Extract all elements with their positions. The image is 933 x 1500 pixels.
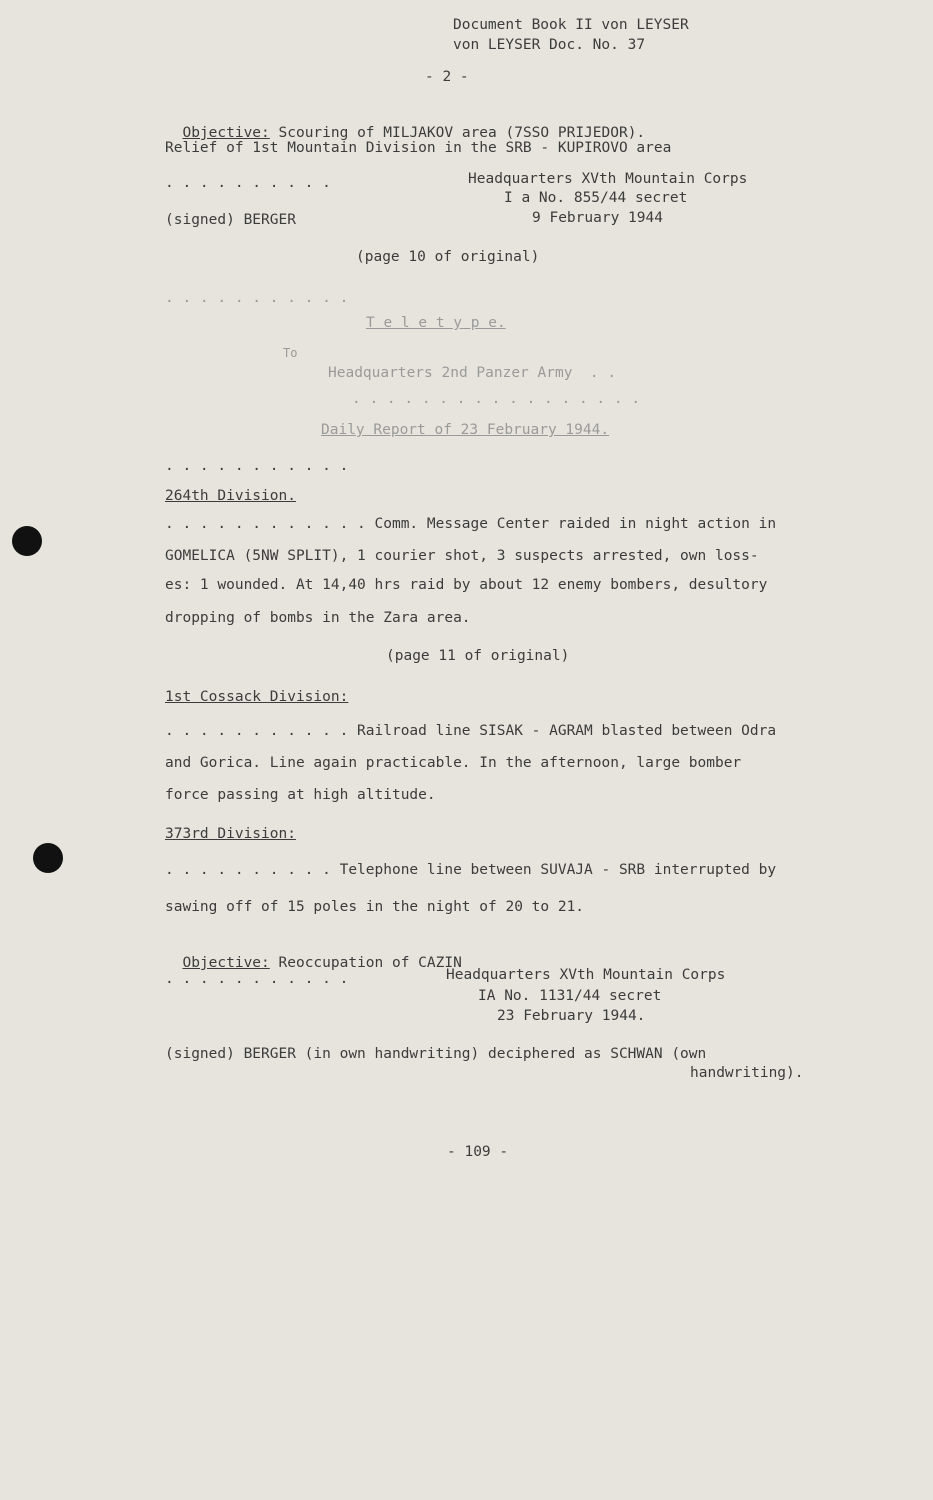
signature-line: (signed) BERGER bbox=[165, 212, 296, 228]
objective-2 bbox=[165, 936, 462, 972]
teletype-title: T e l e t y p e. bbox=[366, 315, 506, 331]
report-text: . . . . . . . . . . Telephone line between SUVAJA - SRB interrupted by bbox=[165, 862, 777, 878]
report-text: . . . . . . . . . . . Railroad line SISAK - AGRAM blasted between Odra bbox=[165, 723, 777, 739]
objective-text: Scouring of MILJAKOV area (7SSO PRIJEDOR). bbox=[269, 125, 646, 141]
report-text: force passing at high altitude. bbox=[165, 787, 436, 803]
section-heading-264: 264th Division. bbox=[165, 488, 296, 504]
footer-page-number: - 109 - bbox=[447, 1144, 509, 1160]
report-text: and Gorica. Line again practicable. In the afternoon, large bomber bbox=[165, 755, 742, 771]
objective-1 bbox=[165, 106, 645, 142]
omission-dots: . . . . . . . . . . . bbox=[165, 458, 349, 474]
omission-dots: . . . . . . . . . . bbox=[165, 175, 331, 191]
reference-number: I a No. 855/44 secret bbox=[504, 190, 688, 206]
section-heading-cossack: 1st Cossack Division: bbox=[165, 689, 349, 705]
teletype-to: To bbox=[283, 346, 298, 360]
report-text: es: 1 wounded. At 14,40 hrs raid by about 12 enemy bombers, desultory bbox=[165, 577, 768, 593]
date-line: 9 February 1944 bbox=[532, 210, 663, 226]
date-line: 23 February 1944. bbox=[497, 1008, 646, 1024]
section-heading-373: 373rd Division: bbox=[165, 826, 296, 842]
omission-dots: . . . . . . . . . . . bbox=[165, 290, 349, 306]
punch-hole-top bbox=[12, 526, 42, 556]
daily-report-title: Daily Report of 23 February 1944. bbox=[321, 422, 610, 438]
teletype-dot-row: . . . . . . . . . . . . . . . . . bbox=[352, 391, 641, 407]
relief-line: Relief of 1st Mountain Division in the SRB - KUPIROVO area bbox=[165, 140, 672, 156]
hq-line: Headquarters XVth Mountain Corps bbox=[468, 171, 748, 187]
report-text: GOMELICA (5NW SPLIT), 1 courier shot, 3 suspects arrested, own loss- bbox=[165, 548, 759, 564]
closing-signature: (signed) BERGER (in own handwriting) deciphered as SCHWAN (own bbox=[165, 1046, 707, 1062]
page-ref: (page 10 of original) bbox=[356, 249, 540, 265]
objective-label: Objective: bbox=[182, 125, 270, 141]
report-text: sawing off of 15 poles in the night of 20 to 21. bbox=[165, 899, 585, 915]
report-text: dropping of bombs in the Zara area. bbox=[165, 610, 471, 626]
page-number: - 2 - bbox=[425, 69, 469, 85]
objective-text: Reoccupation of CAZIN bbox=[269, 955, 462, 971]
doc-book-header: Document Book II von LEYSER bbox=[453, 17, 689, 33]
closing-signature-cont: handwriting). bbox=[690, 1065, 804, 1081]
doc-number-header: von LEYSER Doc. No. 37 bbox=[453, 37, 646, 53]
punch-hole-bottom bbox=[33, 843, 63, 873]
report-text: . . . . . . . . . . . . Comm. Message Center raided in night action in bbox=[165, 516, 777, 532]
objective-label: Objective: bbox=[182, 955, 270, 971]
page-ref: (page 11 of original) bbox=[386, 648, 570, 664]
reference-number: IA No. 1131/44 secret bbox=[478, 988, 662, 1004]
teletype-addressee: Headquarters 2nd Panzer Army . . bbox=[328, 365, 617, 381]
omission-dots: . . . . . . . . . . . bbox=[165, 971, 349, 987]
hq-line: Headquarters XVth Mountain Corps bbox=[446, 967, 726, 983]
